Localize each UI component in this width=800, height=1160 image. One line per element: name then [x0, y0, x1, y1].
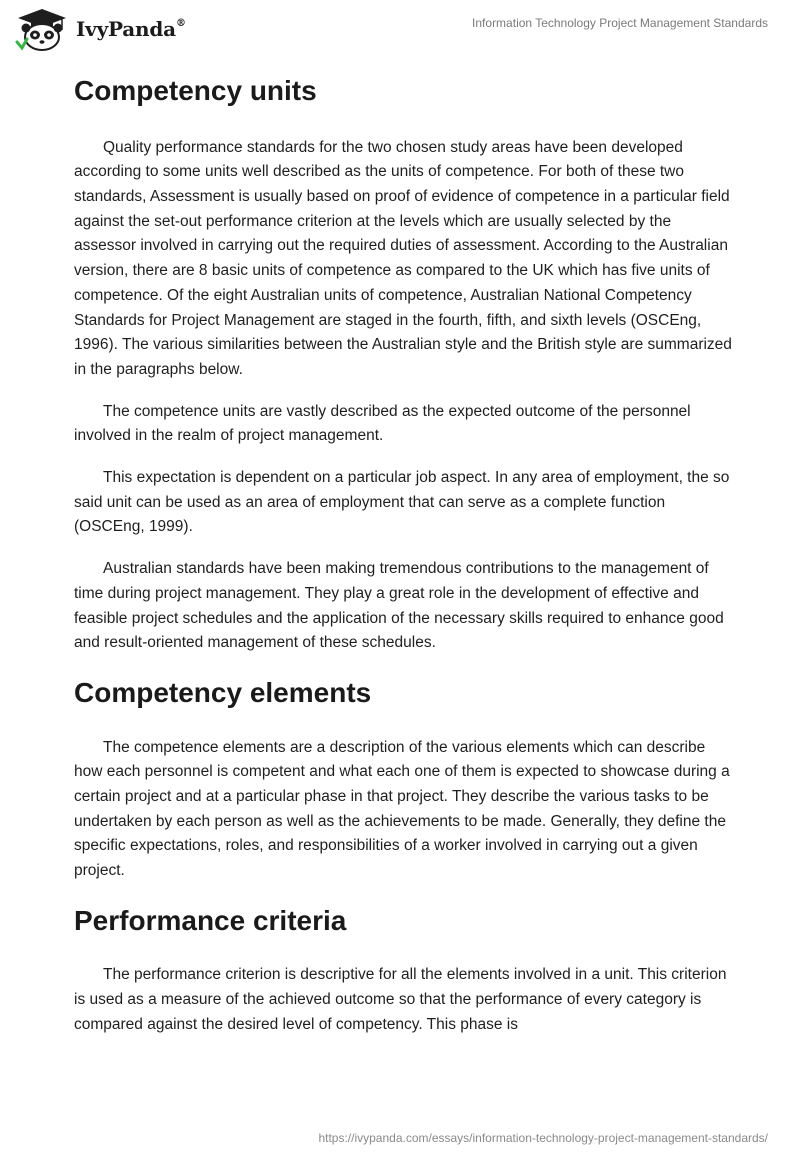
paragraph: The competence units are vastly described as the expected outcome of the personnel involved in the realm of project management. [74, 402, 691, 445]
section-heading: Performance criteria [74, 904, 347, 936]
source-url[interactable]: https://ivypanda.com/essays/information-technology-project-management-standards/ [318, 1131, 768, 1145]
document-title: Information Technology Project Management Standards [472, 16, 768, 30]
section-heading: Competency units [74, 75, 317, 106]
article-body [74, 60, 734, 1037]
paragraph: Australian standards have been making tremendous contributions to the management of time during project management. They play a great role in the development of effective and feasible project schedules and the application of the necessary skills required to enhance good and result-oriented management of these schedules. [74, 560, 724, 652]
brand-name: IvyPanda® [76, 17, 186, 41]
section-heading: Competency elements [74, 676, 372, 708]
paragraph: This expectation is dependent on a particular job aspect. In any area of employment, the so said unit can be used as an area of employment that can serve as a complete function (OSCEng, 1999). [74, 469, 730, 536]
paragraph: The performance criterion is descriptive for all the elements involved in a unit. This criterion is used as a measure of the achieved outcome so that the performance of every category is compared against the desired level of competency. This phase is [74, 966, 727, 1033]
panda-logo-icon [14, 6, 70, 52]
paragraph: Quality performance standards for the two chosen study areas have been developed according to some units well described as the units of competence. For both of these two standards, Assessment is usually based on proof of evidence of competence in a particular field against the set-out performance criterion at the levels which are usually selected by the assessor involved in carrying out the required duties of assessment. According to the Australian version, there are 8 basic units of competence as compared to the UK which has five units of competence. Of the eight Australian units of competence, Australian National Competency Standards for Project Management are staged in the fourth, fifth, and sixth levels (OSCEng, 1996). The various similarities between the Australian style and the British style are summarized in the paragraphs below. [74, 138, 732, 378]
paragraph: The competence elements are a description of the various elements which can describe how each personnel is competent and what each one of them is expected to showcase during a certain project and at a particular phase in that project. They describe the various tasks to be undertaken by each person as well as the achievements to be made. Generally, they define the specific expectations, roles, and responsibilities of a worker involved in carrying out a given project. [74, 738, 730, 880]
page-header [0, 0, 800, 60]
brand-logo[interactable] [14, 6, 186, 52]
